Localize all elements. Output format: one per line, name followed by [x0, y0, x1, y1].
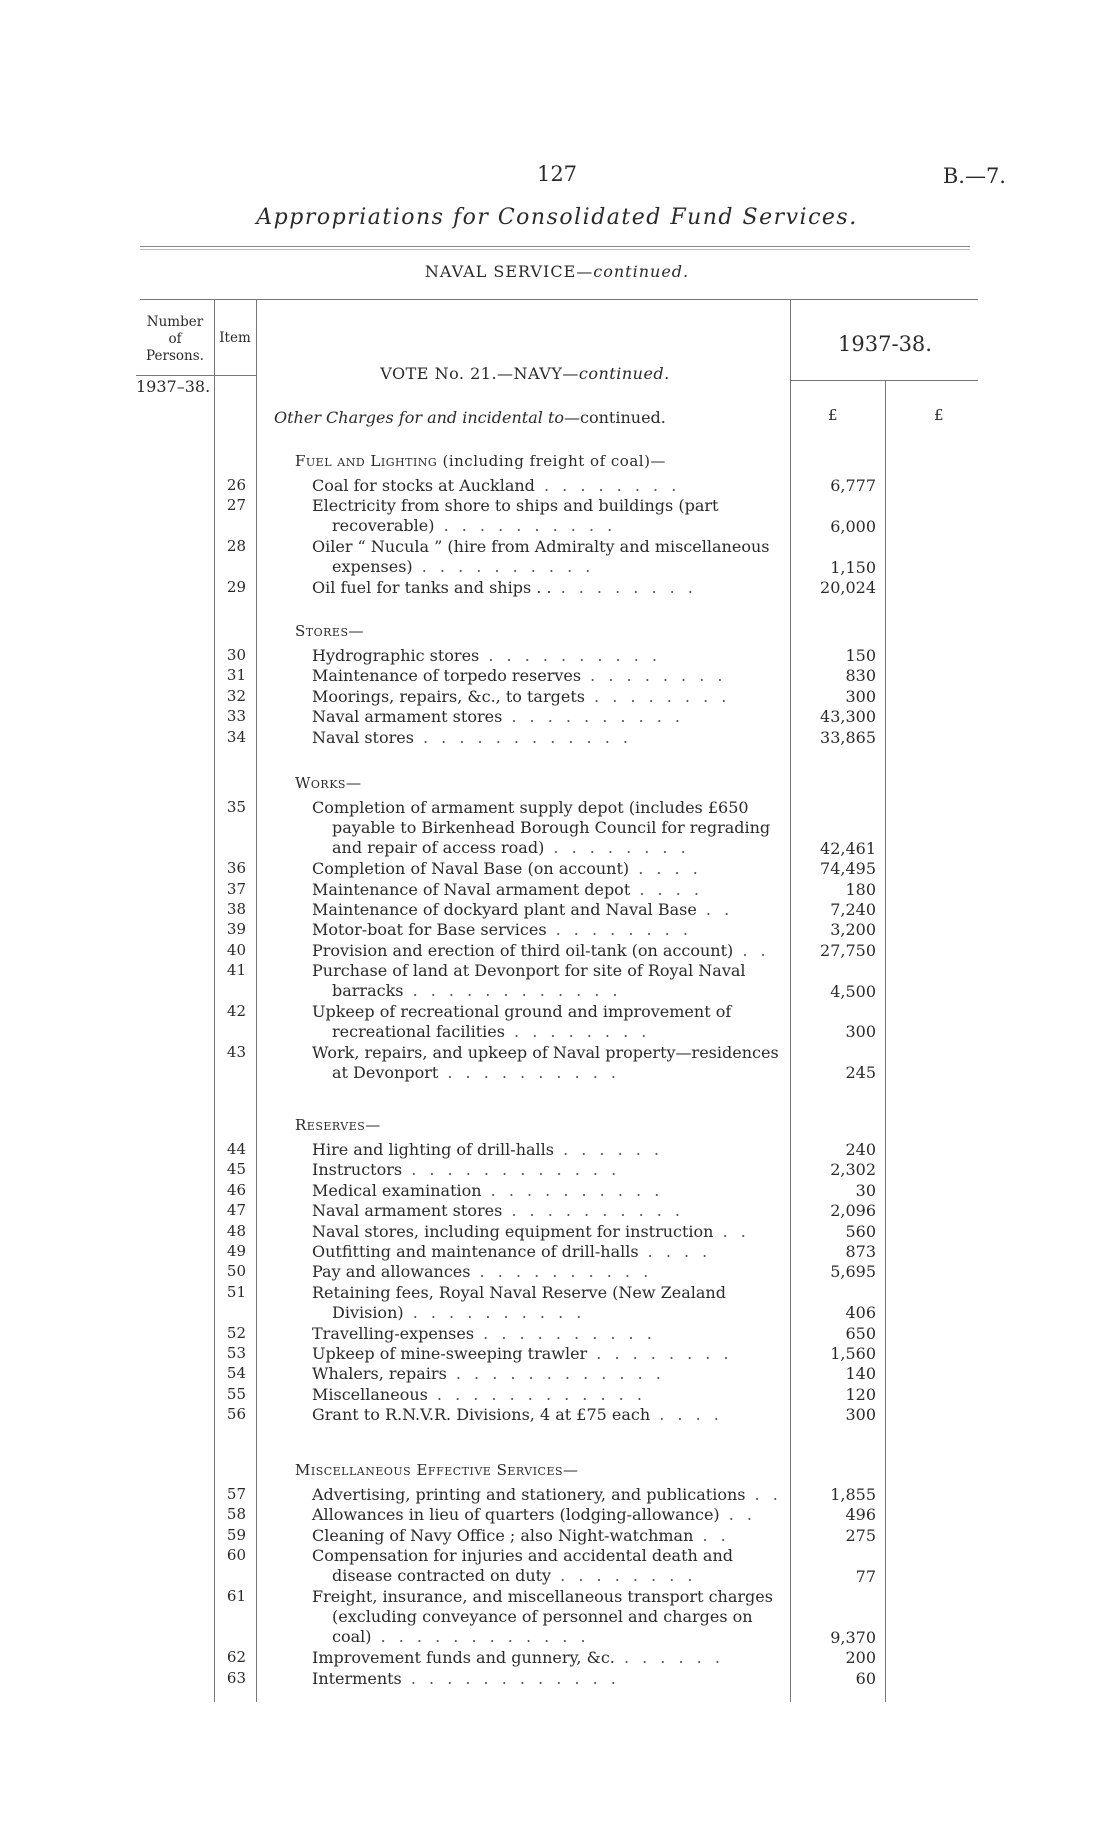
- item-description: [312, 1385, 782, 1405]
- section-title-main: NAVAL SERVICE—: [424, 262, 594, 281]
- item-amount: 830: [845, 666, 876, 686]
- item-amount: 3,200: [830, 920, 876, 940]
- description-line: Travelling-expenses . . . . . . . . . .: [312, 1323, 656, 1343]
- description-line: barracks . . . . . . . . . . . .: [332, 981, 622, 1001]
- description-line: Oiler “ Nucula ” (hire from Admiralty and miscellaneous: [312, 537, 770, 557]
- description-line: Completion of Naval Base (on account) . . . .: [312, 859, 702, 879]
- item-description: [312, 920, 782, 940]
- description-line: Naval stores, including equipment for instruction . .: [312, 1221, 750, 1241]
- item-amount: 240: [845, 1140, 876, 1159]
- item-amount: 2,096: [830, 1201, 876, 1221]
- item-description: [312, 646, 782, 666]
- item-number: 48: [226, 1221, 246, 1240]
- persons-year-label: 1937–38.: [136, 377, 211, 396]
- item-description: [312, 1669, 782, 1689]
- item-amount: 20,024: [820, 578, 876, 597]
- leader-dots: . . . . . . . .: [581, 666, 727, 686]
- column-header-item: Item: [219, 330, 251, 346]
- item-description: [312, 1201, 782, 1221]
- persons-header-rule: [136, 375, 214, 376]
- item-amount: 406: [845, 1303, 876, 1323]
- description-line: Maintenance of torpedo reserves . . . . . . . .: [312, 666, 727, 686]
- column-header-year: 1937-38.: [838, 332, 932, 356]
- description-line: Medical examination . . . . . . . . . .: [312, 1180, 664, 1200]
- section-title: [0, 262, 1114, 281]
- item-amount: 1,150: [830, 557, 876, 577]
- column-header-line: of: [168, 331, 182, 347]
- leader-dots: . . . . . .: [614, 1648, 724, 1668]
- table-top-rule: [140, 299, 978, 300]
- pound-sign-left: £: [828, 406, 838, 424]
- description-line: Improvement funds and gunnery, &c. . . . . . .: [312, 1648, 724, 1668]
- item-number: 46: [226, 1180, 246, 1199]
- item-description: [312, 1242, 782, 1262]
- item-amount: 27,750: [820, 940, 876, 960]
- leader-dots: . . . . . . . .: [504, 1022, 651, 1041]
- section-heading-small-caps: Works—: [295, 774, 362, 792]
- column-divider-item: [256, 300, 257, 1702]
- item-number: 41: [226, 961, 246, 980]
- item-description: [312, 1283, 782, 1323]
- description-line: Moorings, repairs, &c., to targets . . . . . . . .: [312, 686, 731, 706]
- item-number: 47: [226, 1201, 246, 1220]
- leader-dots: . . . . . . . .: [551, 578, 697, 597]
- column-divider-amount-inner: [885, 380, 886, 1702]
- leader-dots: . . . . . . . . . .: [502, 707, 684, 727]
- leader-dots: . . . . . . . . . .: [434, 516, 617, 536]
- leader-dots: . . . . . . . . . .: [470, 1262, 653, 1282]
- leader-dots: . .: [693, 1525, 730, 1545]
- section-heading-small-caps: Reserves—: [295, 1116, 381, 1134]
- leader-dots: . . . . . . . . . . . .: [413, 727, 632, 747]
- item-amount: 140: [845, 1364, 876, 1384]
- item-number: 38: [226, 900, 246, 918]
- item-amount: 2,302: [830, 1160, 876, 1180]
- sub-heading-plain: —continued.: [564, 408, 666, 427]
- item-number: 42: [226, 1002, 246, 1020]
- description-line: recreational facilities . . . . . . . .: [332, 1022, 651, 1041]
- item-amount: 200: [845, 1648, 876, 1668]
- vote-heading: [260, 364, 790, 383]
- section-heading: [295, 452, 666, 470]
- item-description: [312, 1505, 782, 1525]
- description-line: Work, repairs, and upkeep of Naval property—residences: [312, 1042, 779, 1062]
- item-number: 60: [226, 1546, 246, 1565]
- item-description: [312, 1140, 782, 1160]
- item-amount: 180: [845, 879, 876, 899]
- leader-dots: . .: [745, 1485, 782, 1504]
- section-heading-small-caps: Stores—: [295, 622, 364, 640]
- leader-dots: . . . . . . . . . .: [412, 557, 595, 577]
- description-line: Maintenance of Naval armament depot . . . .: [312, 879, 703, 899]
- description-line: Miscellaneous . . . . . . . . . . . .: [312, 1384, 646, 1404]
- description-line: Cleaning of Navy Office ; also Night-watchman . .: [312, 1525, 730, 1545]
- item-number: 37: [226, 879, 246, 898]
- item-number: 50: [226, 1262, 246, 1281]
- item-description: [312, 687, 782, 707]
- item-number: 53: [226, 1344, 246, 1362]
- item-amount: 496: [845, 1505, 876, 1525]
- description-line: Interments . . . . . . . . . . . .: [312, 1668, 620, 1688]
- page-title: Appropriations for Consolidated Fund Services.: [256, 205, 858, 230]
- section-heading: [295, 1461, 579, 1479]
- section-heading-small-caps: Miscellaneous Effective Services—: [295, 1461, 579, 1479]
- item-number: 59: [226, 1525, 246, 1544]
- leader-dots: . . . . . . . . . .: [479, 646, 661, 665]
- item-description: [312, 880, 782, 900]
- item-number: 63: [226, 1668, 246, 1687]
- description-line: Naval armament stores . . . . . . . . . .: [312, 707, 684, 727]
- item-amount: 1,855: [830, 1485, 876, 1504]
- item-number: 55: [226, 1384, 246, 1403]
- item-description: [312, 798, 782, 858]
- item-number: 62: [226, 1648, 246, 1667]
- item-amount: 560: [845, 1221, 876, 1241]
- item-header-rule: [214, 375, 256, 376]
- sub-heading-other-charges: [274, 408, 666, 427]
- item-description: [312, 728, 782, 748]
- description-line: Compensation for injuries and accidental death and: [312, 1546, 733, 1566]
- column-divider-persons: [214, 300, 215, 1702]
- item-description: [312, 1587, 782, 1647]
- description-line: recoverable) . . . . . . . . . .: [332, 516, 617, 536]
- leader-dots: . .: [733, 940, 770, 960]
- leader-dots: . . . . . . . . . . . .: [427, 1384, 646, 1404]
- leader-dots: . . . .: [629, 859, 702, 879]
- item-description: [312, 1181, 782, 1201]
- item-amount: 77: [855, 1566, 876, 1586]
- item-amount: 300: [845, 1405, 876, 1425]
- item-amount: 6,000: [830, 516, 876, 536]
- description-line: Coal for stocks at Auckland . . . . . . . .: [312, 476, 681, 495]
- section-heading: [295, 622, 364, 640]
- description-line: Division) . . . . . . . . . .: [332, 1302, 586, 1322]
- description-line: payable to Birkenhead Borough Council for regrading: [332, 818, 771, 837]
- item-number: 29: [226, 578, 246, 596]
- description-line: (excluding conveyance of personnel and charges on: [332, 1607, 753, 1626]
- item-description: [312, 1648, 782, 1668]
- item-number: 58: [226, 1505, 246, 1524]
- section-heading: [295, 1116, 381, 1134]
- item-description: [312, 1222, 782, 1242]
- description-line: Instructors . . . . . . . . . . . .: [312, 1160, 621, 1180]
- description-line: Pay and allowances . . . . . . . . . .: [312, 1262, 653, 1282]
- item-description: [312, 666, 782, 686]
- item-number: 40: [226, 940, 246, 959]
- item-description: [312, 1526, 782, 1546]
- item-number: 56: [226, 1405, 246, 1424]
- leader-dots: . . . . . . . .: [546, 920, 692, 940]
- item-number: 30: [226, 646, 246, 664]
- leader-dots: . . . . . . . .: [544, 838, 690, 857]
- year-header-rule: [790, 380, 978, 381]
- description-line: Oil fuel for tanks and ships . . . . . . . . . .: [312, 578, 697, 597]
- section-heading: [295, 774, 361, 792]
- leader-dots: . .: [719, 1505, 757, 1525]
- vote-heading-italic: continued.: [578, 364, 670, 383]
- item-amount: 120: [845, 1384, 876, 1404]
- pound-sign-right: £: [934, 406, 944, 424]
- item-amount: 5,695: [830, 1262, 876, 1282]
- vote-heading-main: VOTE No. 21.—NAVY—: [380, 364, 579, 383]
- item-amount: 150: [845, 646, 876, 665]
- section-heading-small-caps: Fuel and Lighting: [295, 452, 438, 470]
- item-number: 26: [226, 476, 246, 494]
- item-description: [312, 961, 782, 1001]
- leader-dots: . . . . . . . . . .: [403, 1302, 586, 1322]
- item-amount: 7,240: [830, 900, 876, 919]
- description-line: Electricity from shore to ships and buildings (part: [312, 496, 719, 516]
- item-description: [312, 1002, 782, 1042]
- leader-dots: . .: [713, 1221, 750, 1241]
- description-line: Grant to R.N.V.R. Divisions, 4 at £75 each . . . .: [312, 1405, 723, 1425]
- section-heading-rest: (including freight of coal)—: [437, 452, 666, 470]
- item-description: [312, 1405, 782, 1425]
- description-line: Advertising, printing and stationery, and publications . .: [312, 1485, 782, 1504]
- description-line: Provision and erection of third oil-tank (on account) . .: [312, 940, 770, 960]
- leader-dots: . . . . . .: [553, 1140, 664, 1159]
- description-line: expenses) . . . . . . . . . .: [332, 557, 595, 577]
- item-number: 43: [226, 1042, 246, 1061]
- item-number: 28: [226, 537, 246, 556]
- description-line: Retaining fees, Royal Naval Reserve (New Zealand: [312, 1282, 726, 1302]
- item-amount: 300: [845, 1022, 876, 1042]
- description-line: Naval armament stores . . . . . . . . . .: [312, 1201, 684, 1221]
- leader-dots: . . . . . . . .: [587, 1344, 733, 1363]
- page-number: 127: [536, 162, 578, 186]
- description-line: Whalers, repairs . . . . . . . . . . . .: [312, 1364, 665, 1384]
- document-reference: B.—7.: [942, 164, 1006, 188]
- item-description: [312, 900, 782, 920]
- item-amount: 873: [845, 1242, 876, 1261]
- title-rule-secondary: [140, 249, 970, 250]
- description-line: Outfitting and maintenance of drill-halls . . . .: [312, 1242, 712, 1261]
- item-description: [312, 1324, 782, 1344]
- description-line: Allowances in lieu of quarters (lodging-allowance) . .: [312, 1505, 757, 1525]
- item-number: 31: [226, 666, 246, 685]
- item-amount: 9,370: [830, 1627, 876, 1647]
- item-amount: 33,865: [820, 727, 876, 747]
- description-line: Motor-boat for Base services . . . . . . . .: [312, 920, 692, 940]
- leader-dots: . . . .: [630, 879, 703, 899]
- item-amount: 43,300: [820, 707, 876, 727]
- item-number: 36: [226, 859, 246, 878]
- description-line: at Devonport . . . . . . . . . .: [332, 1062, 620, 1082]
- description-line: disease contracted on duty . . . . . . . .: [332, 1566, 697, 1586]
- column-header-line: Number: [146, 314, 204, 330]
- item-number: 45: [226, 1160, 246, 1179]
- item-number: 61: [226, 1587, 246, 1605]
- item-amount: 60: [855, 1668, 876, 1688]
- item-description: [312, 1546, 782, 1586]
- item-description: [312, 1160, 782, 1180]
- item-amount: 245: [845, 1063, 876, 1083]
- item-description: [312, 537, 782, 577]
- item-description: [312, 707, 782, 727]
- leader-dots: . . . . . . . . . .: [502, 1201, 684, 1221]
- item-number: 27: [226, 496, 246, 515]
- item-amount: 74,495: [820, 859, 876, 879]
- item-description: [312, 1344, 782, 1364]
- description-line: Upkeep of mine-sweeping trawler . . . . . . . .: [312, 1344, 733, 1363]
- item-number: 34: [226, 727, 246, 746]
- item-description: [312, 941, 782, 961]
- leader-dots: . . . . . . . . . . . .: [371, 1627, 590, 1646]
- item-amount: 42,461: [820, 838, 876, 858]
- item-description: [312, 496, 782, 536]
- leader-dots: . .: [696, 900, 734, 919]
- item-description: [312, 859, 782, 879]
- description-line: and repair of access road) . . . . . . . .: [332, 838, 690, 857]
- item-amount: 4,500: [830, 981, 876, 1001]
- item-description: [312, 578, 782, 598]
- item-number: 39: [226, 920, 246, 939]
- leader-dots: . . . . . . . . . .: [438, 1062, 620, 1082]
- item-number: 57: [226, 1485, 246, 1503]
- column-header-number-of-persons: [138, 314, 212, 365]
- item-description: [312, 1043, 782, 1083]
- sub-heading-italic: Other Charges for and incidental to: [274, 408, 565, 427]
- leader-dots: . . . . . . . .: [534, 476, 681, 495]
- item-number: 54: [226, 1364, 246, 1383]
- description-line: Maintenance of dockyard plant and Naval Base . .: [312, 900, 734, 919]
- item-number: 32: [226, 686, 246, 705]
- item-amount: 650: [845, 1323, 876, 1343]
- item-number: 51: [226, 1282, 246, 1301]
- item-number: 52: [226, 1323, 246, 1342]
- description-line: Hire and lighting of drill-halls . . . . . .: [312, 1140, 664, 1159]
- item-description: [312, 1262, 782, 1282]
- leader-dots: . . . . . . . . . .: [481, 1180, 664, 1200]
- item-amount: 6,777: [830, 476, 876, 495]
- item-number: 35: [226, 798, 246, 816]
- description-line: Completion of armament supply depot (includes £650: [312, 798, 749, 817]
- description-line: Purchase of land at Devonport for site of Royal Naval: [312, 961, 746, 981]
- item-amount: 275: [845, 1525, 876, 1545]
- item-description: [312, 1485, 782, 1505]
- leader-dots: . . . . . . . . . . . .: [401, 1668, 620, 1688]
- title-rule: [140, 246, 970, 247]
- leader-dots: . . . . . . . . . . . .: [402, 1160, 621, 1180]
- item-amount: 1,560: [830, 1344, 876, 1363]
- description-line: Upkeep of recreational ground and improvement of: [312, 1002, 732, 1021]
- section-title-italic: continued.: [593, 262, 690, 281]
- item-amount: 300: [845, 686, 876, 706]
- item-number: 44: [226, 1140, 246, 1158]
- leader-dots: . . . . . . . .: [584, 686, 731, 706]
- leader-dots: . . . . . . . .: [551, 1566, 697, 1586]
- description-line: Hydrographic stores . . . . . . . . . .: [312, 646, 661, 665]
- leader-dots: . . . . . . . . . .: [474, 1323, 656, 1343]
- leader-dots: . . . .: [650, 1405, 723, 1425]
- leader-dots: . . . .: [638, 1242, 712, 1261]
- item-number: 49: [226, 1242, 246, 1260]
- item-number: 33: [226, 707, 246, 726]
- leader-dots: . . . . . . . . . . . .: [403, 981, 622, 1001]
- item-amount: 30: [855, 1180, 876, 1200]
- description-line: Naval stores . . . . . . . . . . . .: [312, 727, 632, 747]
- column-header-line: Persons.: [146, 348, 204, 364]
- item-description: [312, 476, 782, 496]
- description-line: coal) . . . . . . . . . . . .: [332, 1627, 590, 1646]
- item-description: [312, 1364, 782, 1384]
- leader-dots: . . . . . . . . . . . .: [446, 1364, 665, 1384]
- description-line: Freight, insurance, and miscellaneous transport charges: [312, 1587, 773, 1606]
